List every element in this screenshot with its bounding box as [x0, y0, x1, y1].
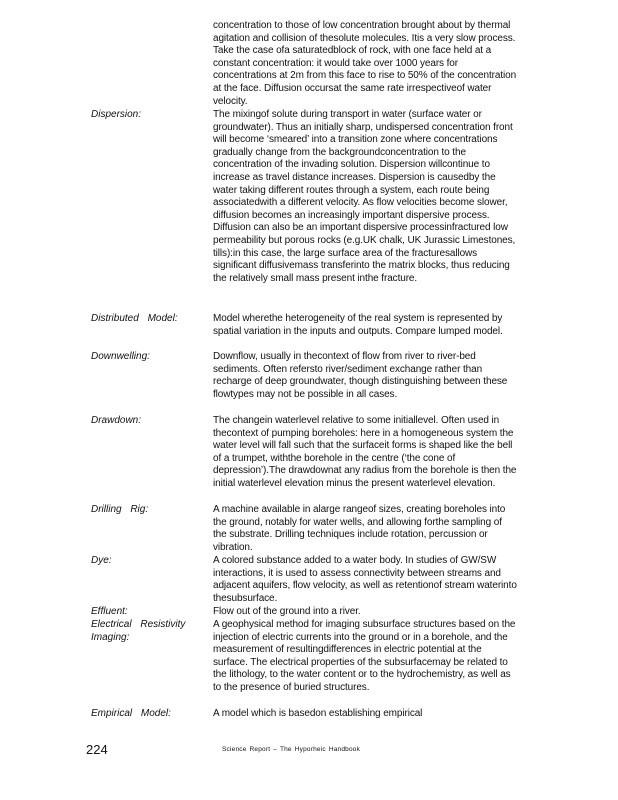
glossary-definition: The changein waterlevel relative to some initiallevel. Often used in thecontext of pumping boreholes: here in a homogeneous system the water level will fall such that the surfaceit forms is shaped like the bell of a trumpet, withthe borehole in the centre (‘the cone of depression’).The drawdownat any radius from the borehole is then the initial waterlevel elevation minus the present waterlevel elevation.: [213, 415, 517, 489]
glossary-term: Dye:: [91, 555, 112, 566]
glossary-term: Drawdown:: [91, 415, 142, 426]
definition-text: concentration to those of low concentration brought about by thermal agitation and collision of thesolute molecules. Itis a very slow process. Take the case ofa saturatedblock of rock, with one face held at a constant concentration: it would take over 1000 years for concentrations at 2m from this face to rise to 50% of the concentration at the face. Diffusion occursat the same rate irrespectiveof water velocity.: [213, 20, 517, 107]
glossary-definition: A model which is basedon establishing empirical: [213, 708, 423, 719]
glossary-term: Effluent:: [91, 606, 128, 617]
glossary-definition: Flow out of the ground into a river.: [213, 606, 361, 617]
glossary-term: Dispersion:: [91, 109, 142, 120]
page-number: 224: [86, 742, 108, 757]
glossary-term: Drilling Rig:: [91, 504, 149, 515]
glossary-definition: A colored substance added to a water body. In studies of GW/SW interactions, it is used to assess connectivity between streams and adjacent aquifers, flow velocity, as well as retentionof stream waterinto thesubsurface.: [213, 555, 517, 604]
glossary-term: Electrical Resistivity Imaging:: [91, 619, 186, 643]
glossary-term: Distributed Model:: [91, 313, 178, 324]
glossary-term: Downwelling:: [91, 351, 150, 362]
glossary-definition: Downflow, usually in thecontext of flow from river to river-bed sediments. Often refersto river/sediment exchange rather than recharge of deep groundwater, though distinguishing between these flowtypes may not be possible in all cases.: [213, 351, 508, 400]
footer-title: Science Report – The Hyporheic Handbook: [222, 746, 361, 753]
glossary-definition: Model wherethe heterogeneity of the real system is represented by spatial variation in the inputs and outputs. Compare lumped model.: [213, 313, 503, 337]
glossary-definition: A geophysical method for imaging subsurface structures based on the injection of electric currents into the ground or in a borehole, and the measurement of resultingdifferences in electric potential at the surface. The electrical properties of the subsurfacemay be related to the lithology, to the water content or to the hydrochemistry, as well as to the presence of buried structures.: [213, 619, 516, 693]
glossary-definition: A machine available in alarge rangeof sizes, creating boreholes into the ground, notably for water wells, and allowing forthe sampling of the substrate. Drilling techniques include rotation, percussion or vibration.: [213, 504, 506, 553]
glossary-definition: The mixingof solute during transport in water (surface water or groundwater). Thus an initially sharp, undispersed concentration front will become ‘smeared’ into a transition zone where concentrations gradually change from the backgroundconcentration to the concentration of the invading solution. Dispersion willcontinue to increase as travel distance increases. Dispersion is causedby the water taking different routes through a system, each route being associatedwith a different velocity. As flow velocities become slower, diffusion becomes an increasingly important dispersive process. Diffusion can also be an important dispersive processinfractured low permeability but porous rocks (e.g.UK chalk, UK Jurassic Limestones, tills):in this case, the large surface area of the fracturesallows significant diffusivemass transferinto the matrix blocks, thus reducing the relatively small mass present inthe fracture.: [213, 109, 516, 284]
glossary-term: Empirical Model:: [91, 708, 171, 719]
